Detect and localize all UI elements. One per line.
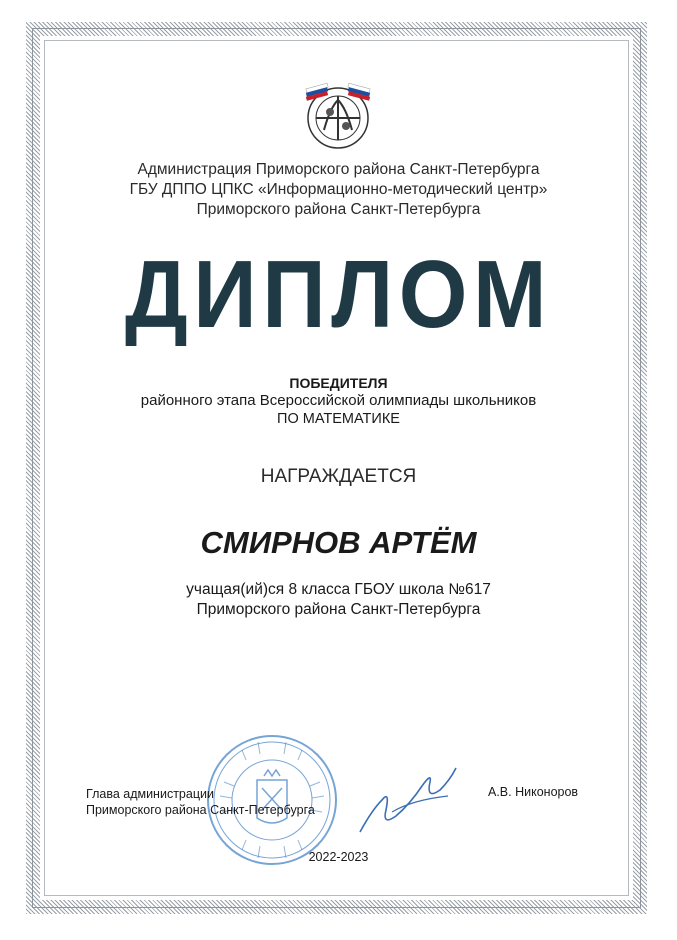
signatory-position-line-2: Приморского района Санкт-Петербурга [86,803,315,817]
organization-block [0,160,677,220]
olympiad-emblem-icon [300,78,376,154]
signatory-name: А.В. Никоноров [488,785,579,799]
academic-year: 2022-2023 [308,850,369,864]
official-seal-stamp-icon [202,730,342,870]
diploma-title: ДИПЛОМ [124,241,553,348]
organization-line-1: Администрация Приморского района Санкт-Петербурга [137,161,540,178]
recipient-name: СМИРНОВ АРТЁМ [200,525,477,560]
awarded-label: НАГРАЖДАЕТСЯ [260,466,417,487]
recipient-class: учащая(ий)ся 8 класса ГБОУ школа №617 [186,581,491,598]
recipient-district: Приморского района Санкт-Петербурга [196,601,481,618]
organization-line-2: ГБУ ДППО ЦПКС «Информационно-методический центр» [129,181,548,198]
handwritten-signature-icon [352,760,462,840]
signatory-position-line-1: Глава администрации [86,787,214,801]
award-stage: районного этапа Всероссийской олимпиады школьников [140,392,537,409]
award-subject: ПО МАТЕМАТИКЕ [277,411,400,427]
organization-line-3: Приморского района Санкт-Петербурга [196,201,481,218]
award-winner: ПОБЕДИТЕЛЯ [289,375,388,391]
